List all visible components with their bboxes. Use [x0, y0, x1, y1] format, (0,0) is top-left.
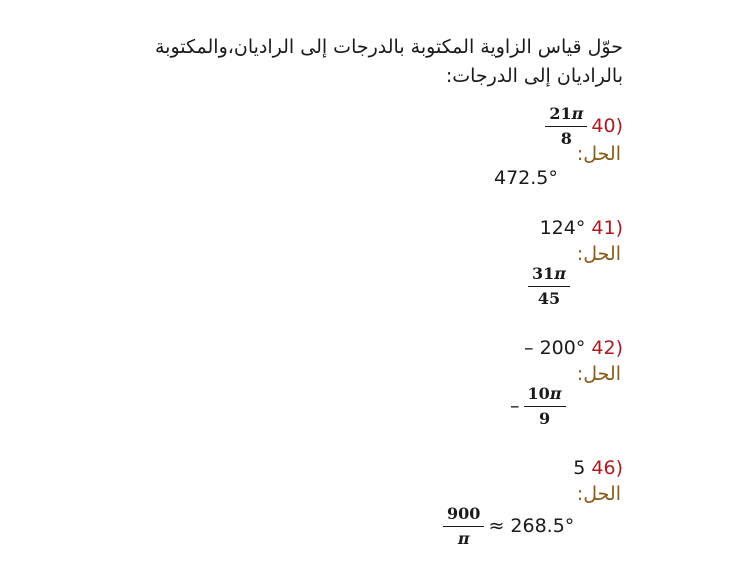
minus-sign: – — [510, 395, 520, 417]
answer-41 — [530, 264, 568, 309]
fraction-10pi-over-9 — [526, 384, 564, 429]
approximate-degrees: ≈ 268.5° — [488, 515, 575, 537]
given-value: 5 — [573, 457, 586, 479]
fraction-31pi-over-45 — [530, 264, 568, 309]
problem-41 — [540, 216, 623, 240]
denominator: 9 — [524, 406, 566, 429]
pi-symbol: π — [571, 104, 584, 123]
answer-42 — [510, 384, 564, 429]
numerator: 10 — [527, 384, 550, 403]
pi-symbol: π — [443, 526, 484, 549]
problem-number: 40) — [591, 115, 623, 137]
numerator: 21 — [549, 104, 572, 123]
numerator: 31 — [532, 264, 555, 283]
problem-46 — [573, 456, 623, 480]
denominator: 8 — [545, 126, 587, 149]
given-angle: 124° — [539, 217, 586, 239]
problem-number: 41) — [591, 217, 623, 239]
instruction-text: حوّل قياس الزاوية المكتوبة بالدرجات إلى الراديان،والمكتوبة بالراديان إلى الدرجات: — [155, 36, 623, 87]
solution-label: الحل: — [576, 143, 621, 165]
solution-label: الحل: — [576, 483, 621, 505]
answer-46 — [445, 504, 574, 549]
given-angle: – 200° — [524, 337, 586, 359]
fraction-900-over-pi — [445, 504, 482, 549]
solution-label: الحل: — [576, 363, 621, 385]
pi-symbol: π — [554, 264, 566, 283]
denominator: 45 — [528, 286, 570, 309]
pi-symbol: π — [549, 384, 562, 403]
problem-42 — [524, 336, 623, 360]
numerator: 900 — [447, 504, 481, 523]
solution-label: الحل: — [576, 243, 621, 265]
answer-40: 472.5° — [494, 167, 558, 189]
problem-number: 46) — [591, 457, 623, 479]
problem-number: 42) — [591, 337, 623, 359]
